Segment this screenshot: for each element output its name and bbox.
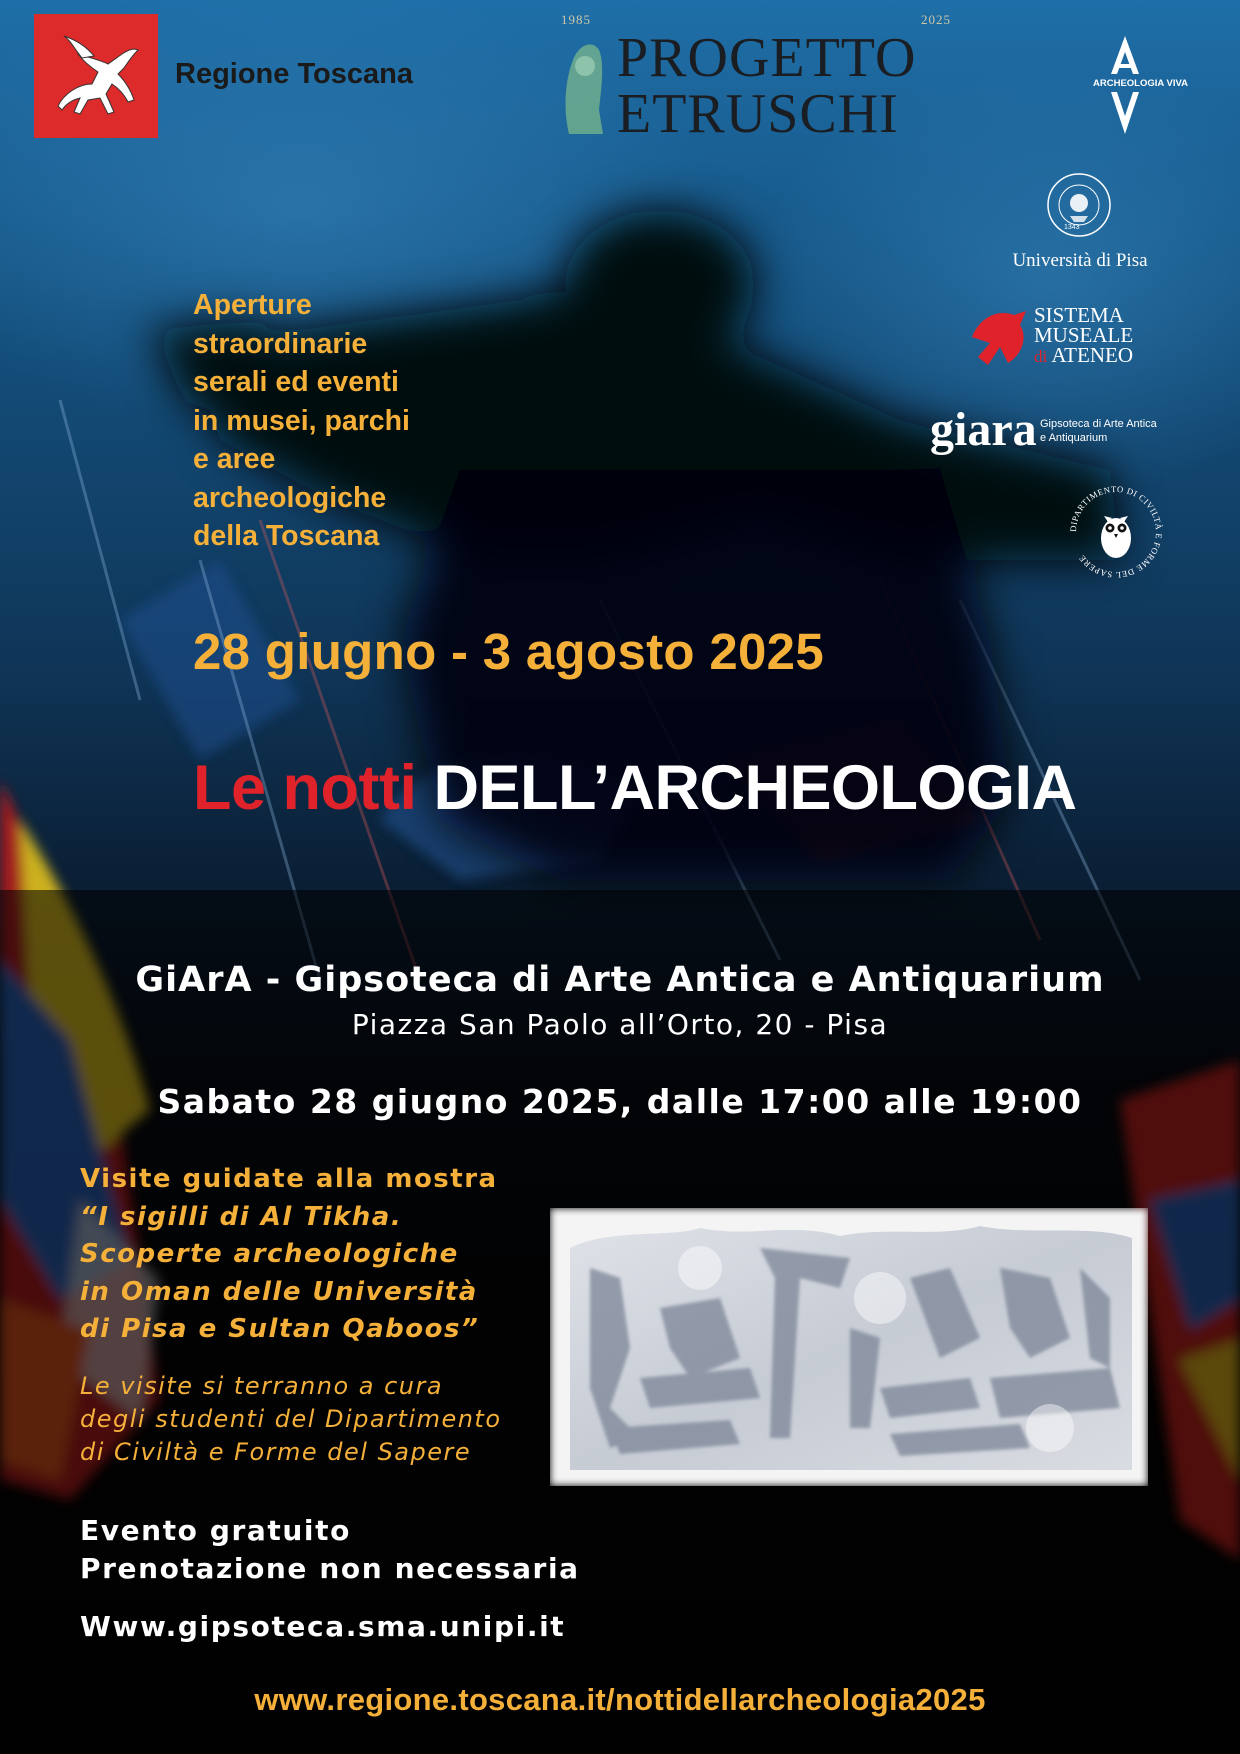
main-title <box>193 752 1076 824</box>
giara-line1: Gipsoteca di Arte Antica <box>1040 418 1157 430</box>
gipsoteca-website-link[interactable]: Www.gipsoteca.sma.unipi.it <box>80 1610 566 1643</box>
unipi-name: Università di Pisa <box>1012 250 1148 271</box>
evento-line2: Prenotazione non necessaria <box>80 1552 580 1585</box>
note-line: Le visite si terranno a cura <box>80 1372 444 1400</box>
venue-name: GiArA - Gipsoteca di Arte Antica e Antiquarium <box>135 960 1105 1000</box>
exhibit-line: “I sigilli di Al Tikha. <box>80 1201 403 1232</box>
exhibit-line: in Oman delle Università <box>80 1276 478 1307</box>
etruscan-head-icon <box>555 30 609 138</box>
intro-line: Aperture <box>193 289 312 321</box>
giara-word: giara <box>930 403 1037 456</box>
dipartimento-logo <box>1064 480 1168 584</box>
sistema-museale-logo <box>970 305 1170 371</box>
venue-address: Piazza San Paolo all’Orto, 20 - Pisa <box>351 1008 889 1041</box>
progetto-etruschi-logo <box>555 12 965 145</box>
etruschi-line1: PROGETTO <box>617 27 917 89</box>
sma-line3-prefix: di <box>1034 347 1048 366</box>
evento-line1: Evento gratuito <box>80 1514 351 1547</box>
dipartimento-ring-text: DIPARTIMENTO DI CIVILTÀ E FORME DEL SAPERE <box>1067 483 1165 581</box>
event-date: Sabato 28 giugno 2025, dalle 17:00 alle 19:00 <box>157 1082 1083 1121</box>
intro-line: serali ed eventi <box>193 366 399 398</box>
exhibit-line: Scoperte archeologiche <box>80 1239 459 1269</box>
sma-line2: MUSEALE <box>1034 323 1134 347</box>
owl-icon <box>1101 516 1131 558</box>
archeologia-viva-logo <box>1093 34 1189 136</box>
intro-line: straordinarie <box>193 327 368 360</box>
intro-line: archeologiche <box>193 481 387 514</box>
etruschi-line2: ETRUSCHI <box>617 83 899 145</box>
intro-text <box>193 286 493 556</box>
dipartimento-seal <box>1064 480 1168 584</box>
pegasus-icon <box>34 14 158 138</box>
sma-line1: SISTEMA <box>1034 303 1124 327</box>
regione-website-link[interactable]: www.regione.toscana.it/nottidellarcheologia2025 <box>254 1682 986 1717</box>
unipi-year: 1343 <box>1064 224 1080 231</box>
date-range: 28 giugno - 3 agosto 2025 <box>193 623 824 680</box>
note-line: di Civiltà e Forme del Sapere <box>80 1438 472 1466</box>
evento-block <box>80 1512 580 1588</box>
sma-mark-icon <box>970 307 1032 367</box>
regione-toscana-name: Regione Toscana <box>175 58 413 90</box>
seal-impression-photo <box>550 1208 1148 1486</box>
seal-impression-image <box>550 1208 1148 1486</box>
universita-pisa-logo <box>980 172 1180 274</box>
main-title-white: DELL’ARCHEOLOGIA <box>433 753 1077 823</box>
regione-toscana-logo <box>34 14 158 138</box>
note-line: degli studenti del Dipartimento <box>80 1405 502 1433</box>
intro-line: in musei, parchi <box>193 404 410 437</box>
exhibit-line: di Pisa e Sultan Qaboos” <box>80 1314 480 1344</box>
sma-line3: ATENEO <box>1051 343 1133 367</box>
visite-block <box>80 1161 498 1349</box>
visite-note <box>80 1370 502 1469</box>
etruschi-year-end: 2025 <box>921 12 951 27</box>
intro-line: e aree <box>193 443 276 475</box>
visite-heading: Visite guidate alla mostra <box>80 1164 498 1194</box>
giara-line2: e Antiquarium <box>1040 432 1108 444</box>
giara-logo <box>930 403 1176 465</box>
intro-line: della Toscana <box>193 520 380 552</box>
etruschi-year-start: 1985 <box>561 12 591 27</box>
archeologia-viva-text: ARCHEOLOGIA VIVA <box>1093 78 1189 89</box>
main-title-red: Le notti <box>193 753 417 823</box>
